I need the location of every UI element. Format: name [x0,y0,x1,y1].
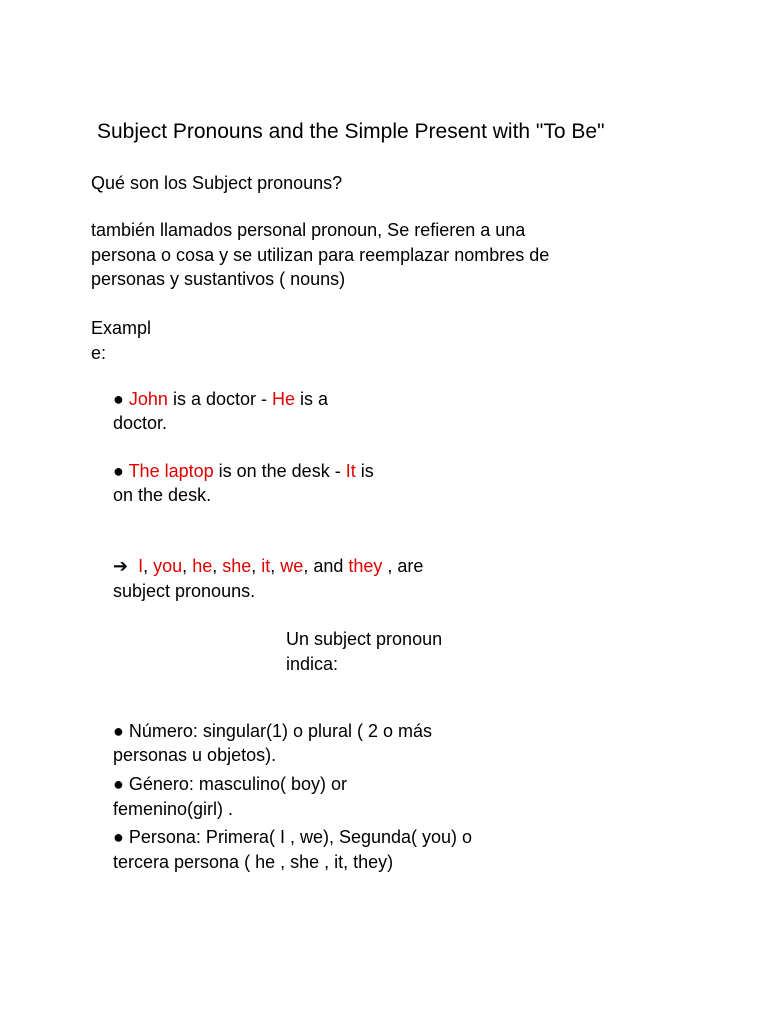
pronoun-they: they [348,556,383,576]
feature-genero-line-2: femenino(girl) . [113,799,234,819]
feature-persona-line-2: tercera persona ( he , she , it, they) [113,852,394,872]
example-2-noun: The laptop [128,461,214,481]
pronoun-we: we [280,556,304,576]
pronoun-i: I [138,556,144,576]
feature-numero-text: Número: singular(1) o plural ( 2 o más [128,721,433,741]
example-label-line-1: Exampl [91,318,152,338]
bullet-icon: ● [113,461,124,481]
question-heading: Qué son los Subject pronouns? [91,173,343,193]
example-2 [113,459,374,483]
definition-line-2: persona o cosa y se utilizan para reemplazar nombres de [91,245,550,265]
definition-line-3: personas y sustantivos ( nouns) [91,269,346,289]
example-1-line-2: doctor. [113,413,168,433]
feature-genero [113,772,347,796]
example-2-pronoun: It [345,461,356,481]
pronoun-list: ➔ I, you, he, she, it, we, and they , are [113,556,424,576]
arrow-right-icon: ➔ [113,556,129,576]
example-1-end: is a [295,389,329,409]
indica-line-1: Un subject pronoun [286,629,443,649]
example-1-pronoun: He [271,389,295,409]
page-title: Subject Pronouns and the Simple Present with "To Be" [97,120,605,143]
feature-numero-line-2: personas u objetos). [113,745,277,765]
indica-line-2: indica: [286,654,339,674]
pronoun-she: she [222,556,252,576]
feature-persona [113,825,472,849]
bullet-icon: ● [113,774,124,794]
pronoun-you: you [153,556,183,576]
example-1-mid: is a doctor - [167,389,272,409]
example-2-mid: is on the desk - [213,461,346,481]
bullet-icon: ● [113,827,124,847]
pronoun-list-line-2: subject pronouns. [113,581,256,601]
pronoun-it: it [261,556,271,576]
example-1-noun: John [128,389,168,409]
pronoun-he: he [192,556,213,576]
example-2-end: is [355,461,374,481]
bullet-icon: ● [113,721,124,741]
example-label-line-2: e: [91,343,107,363]
feature-genero-text: Género: masculino( boy) or [128,774,347,794]
pronoun-list-tail: , are [382,556,424,576]
and-word: and [313,556,344,576]
example-1 [113,387,328,411]
feature-persona-text: Persona: Primera( I , we), Segunda( you) o [128,827,473,847]
example-2-line-2: on the desk. [113,485,212,505]
definition-line-1: también llamados personal pronoun, Se refieren a una [91,220,526,240]
bullet-icon: ● [113,389,124,409]
feature-numero [113,719,432,743]
